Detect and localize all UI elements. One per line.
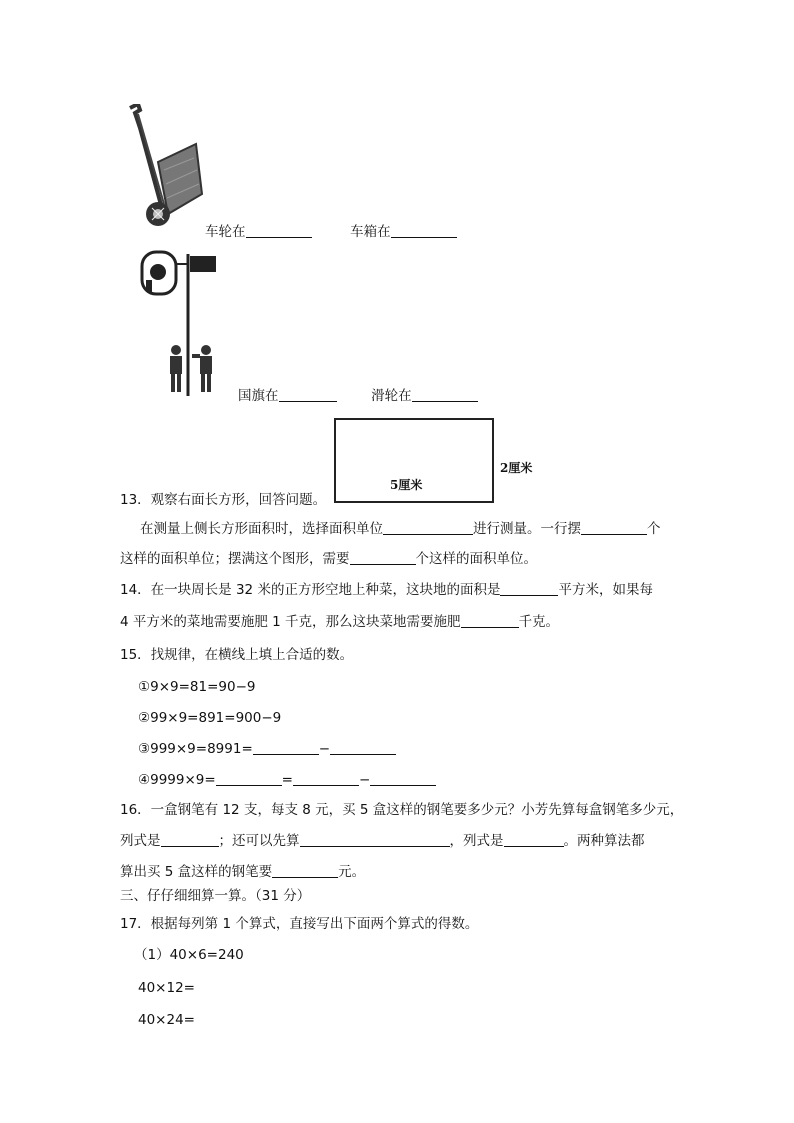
q17-expr2: 40×24=	[138, 1012, 195, 1028]
box-label: 车箱在	[350, 224, 391, 240]
rectangle-width-label: 5厘米	[390, 478, 423, 492]
q15-item3-blank2[interactable]	[330, 740, 396, 755]
q15-item4-text: ④9999×9=	[138, 772, 216, 788]
flag-answer-blank[interactable]	[279, 387, 337, 402]
q14-line1	[120, 580, 653, 600]
q16-line2	[120, 831, 645, 851]
flag-raising-illustration	[140, 250, 220, 398]
q16-text-b: ；还可以先算	[218, 833, 300, 849]
q13-line2	[120, 549, 537, 569]
q16-formula2-blank[interactable]	[504, 832, 564, 847]
q15-item1: ①9×9=81=90−9	[138, 679, 256, 695]
flag-label: 国旗在	[238, 388, 279, 404]
q16-total-blank[interactable]	[272, 863, 338, 878]
hand-cart-illustration	[124, 104, 210, 232]
q15-item4	[138, 770, 436, 790]
q13-text-c: 个	[647, 521, 661, 537]
q15-title: 15．找规律，在横线上填上合适的数。	[120, 647, 354, 663]
q15-item2: ②99×9=891=900−9	[138, 710, 282, 726]
q16-alt-step-blank[interactable]	[300, 832, 450, 847]
q14-line2	[120, 612, 559, 632]
q16-text-d: 。两种算法都	[563, 833, 645, 849]
q15-item4-blank3[interactable]	[370, 771, 436, 786]
q16-text-a: 列式是	[120, 833, 161, 849]
q14-text-c: 4 平方米的菜地需要施肥 1 千克，那么这块菜地需要施肥	[120, 614, 461, 630]
q14-text-d: 千克。	[518, 614, 560, 630]
q16-text-f: 元。	[338, 864, 366, 880]
q17-sub1: （1）40×6=240	[134, 947, 244, 963]
q16-text-e: 算出买 5 盒这样的钢笔要	[120, 864, 273, 880]
section3-title: 三、仔仔细细算一算。（31 分）	[120, 888, 311, 904]
q13-title: 13．观察右面长方形，回答问题。	[120, 492, 327, 508]
q15-item4-blank1[interactable]	[216, 771, 282, 786]
q15-item3-minus: −	[318, 741, 331, 757]
q13-text-a: 在测量上侧长方形面积时，选择面积单位	[140, 521, 383, 537]
q13-text-b: 进行测量。一行摆	[473, 521, 581, 537]
flag-answer-line	[238, 386, 478, 406]
q16-line3	[120, 862, 365, 882]
wheel-answer-blank[interactable]	[246, 223, 312, 238]
q16-formula1-blank[interactable]	[161, 832, 219, 847]
q15-item4-equals: =	[281, 772, 293, 788]
q17-expr1: 40×12=	[138, 980, 195, 996]
q16-line1: 16．一盒钢笔有 12 支，每支 8 元，买 5 盒这样的钢笔要多少元？小芳先算每盒钢笔多少元，	[120, 802, 684, 818]
q13-total-blank[interactable]	[350, 550, 416, 565]
rectangle-height-label: 2厘米	[500, 461, 533, 475]
q15-item3-text: ③999×9=8991=	[138, 741, 253, 757]
q14-text-a: 14．在一块周长是 32 米的正方形空地上种菜，这块地的面积是	[120, 582, 501, 598]
q15-item4-blank2[interactable]	[293, 771, 359, 786]
box-answer-blank[interactable]	[391, 223, 457, 238]
pulley-label: 滑轮在	[371, 388, 412, 404]
q15-item4-minus: −	[358, 772, 371, 788]
q13-row-count-blank[interactable]	[581, 520, 647, 535]
cart-answer-line	[205, 222, 457, 242]
q14-area-blank[interactable]	[500, 581, 558, 596]
q13-unit-blank[interactable]	[383, 520, 473, 535]
q13-text-d: 这样的面积单位；摆满这个图形，需要	[120, 551, 350, 567]
q14-fertilizer-blank[interactable]	[461, 613, 519, 628]
q17-title: 17．根据每列第 1 个算式，直接写出下面两个算式的得数。	[120, 916, 479, 932]
q13-line1	[140, 519, 661, 539]
q14-text-b: 平方米，如果每	[558, 582, 653, 598]
q16-text-c: ，列式是	[449, 833, 504, 849]
wheel-label: 车轮在	[205, 224, 246, 240]
q13-text-e: 个这样的面积单位。	[415, 551, 537, 567]
pulley-answer-blank[interactable]	[412, 387, 478, 402]
q15-item3-blank1[interactable]	[253, 740, 319, 755]
q15-item3	[138, 739, 396, 759]
